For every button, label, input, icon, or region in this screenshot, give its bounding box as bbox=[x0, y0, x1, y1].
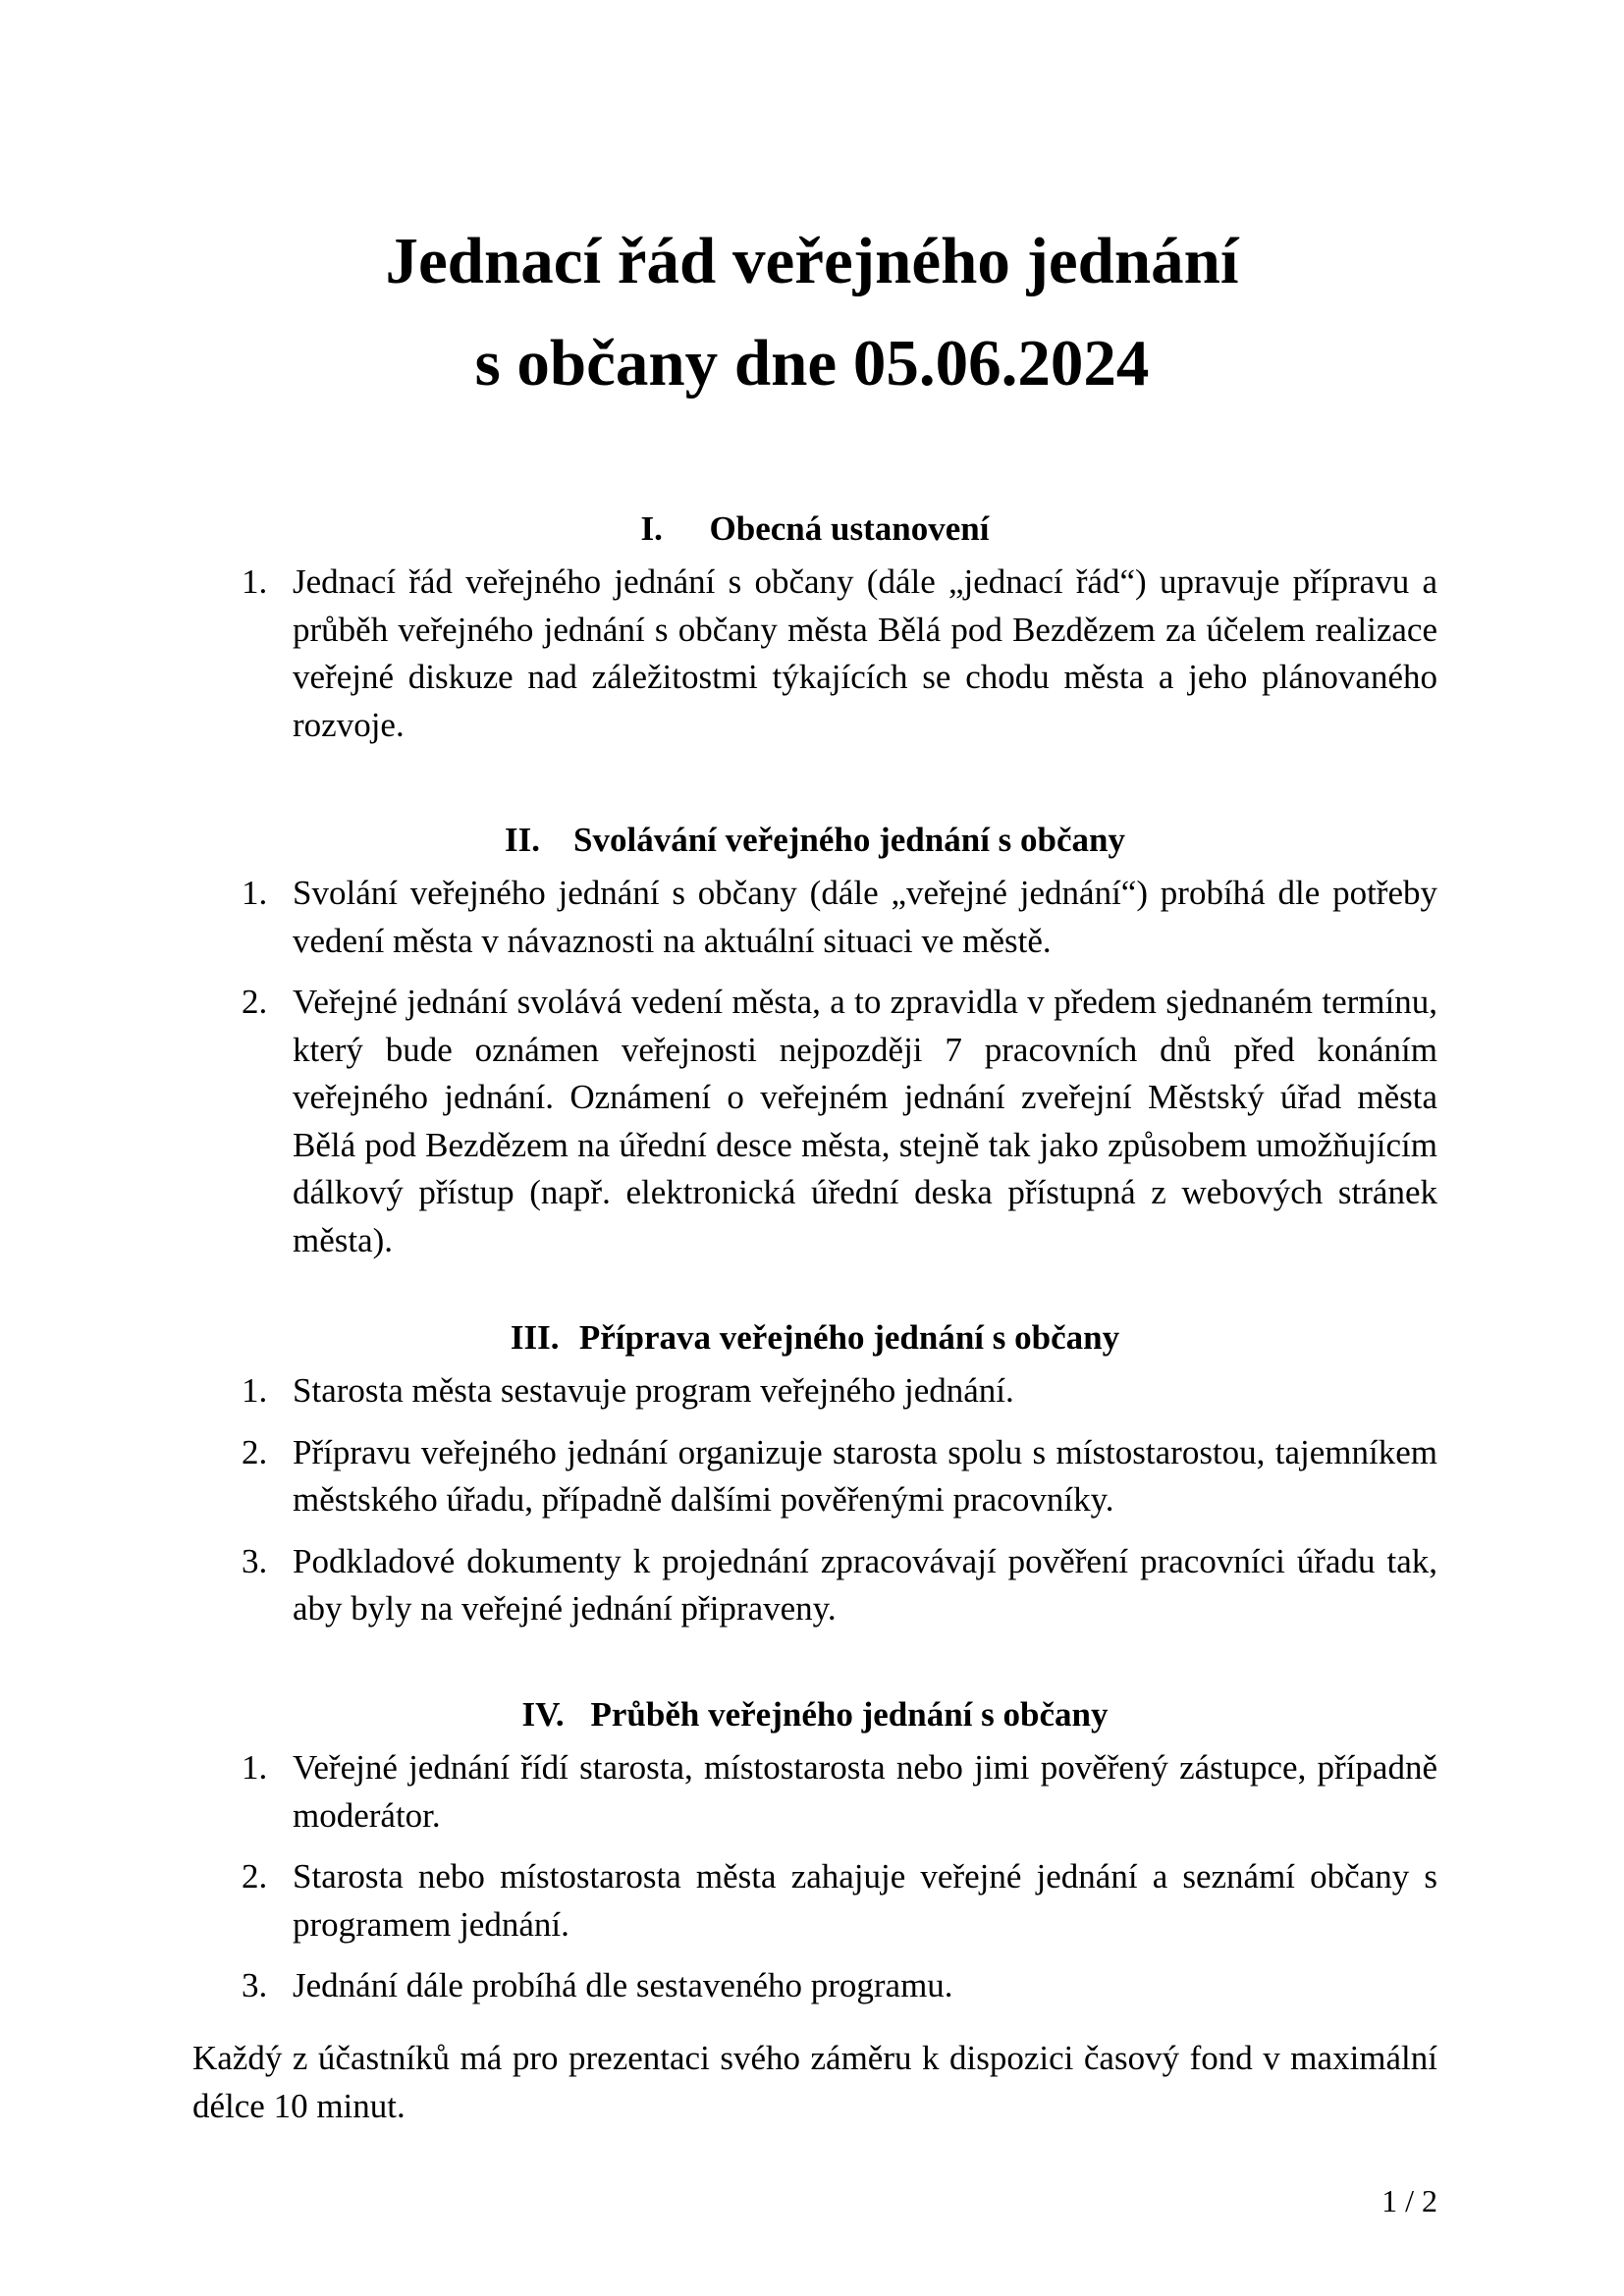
list-item bbox=[192, 1962, 1437, 2010]
item-number: 1. bbox=[242, 874, 268, 912]
section-heading bbox=[192, 1693, 1437, 1736]
item-number: 1. bbox=[242, 562, 268, 601]
section-4 bbox=[192, 1693, 1437, 2010]
item-text: Starosta nebo místostarosta města zahajuje veřejné jednání a seznámí občany s programem jednání. bbox=[293, 1857, 1437, 1944]
list-item bbox=[192, 1367, 1437, 1415]
list-item bbox=[192, 559, 1437, 749]
document-title bbox=[196, 210, 1428, 414]
section-number: I. bbox=[640, 509, 663, 548]
page-number: 1 / 2 bbox=[1381, 2183, 1437, 2218]
title-line-1: Jednací řád veřejného jednání bbox=[385, 225, 1239, 297]
list-item bbox=[192, 1853, 1437, 1949]
list-item bbox=[192, 1429, 1437, 1524]
section-items bbox=[192, 1744, 1437, 2010]
section-title: Průběh veřejného jednání s občany bbox=[590, 1695, 1109, 1734]
section-title: Obecná ustanovení bbox=[709, 509, 990, 548]
item-number: 2. bbox=[242, 1857, 268, 1896]
item-text: Svolání veřejného jednání s občany (dále „veřejné jednání“) probíhá dle potřeby vedení města v návaznosti na aktuální situaci ve městě. bbox=[293, 874, 1437, 960]
section-heading bbox=[192, 507, 1437, 551]
item-number: 3. bbox=[242, 1966, 268, 2004]
section-title: Svolávání veřejného jednání s občany bbox=[573, 821, 1125, 859]
section-number: III. bbox=[510, 1318, 560, 1357]
closing-paragraph: Každý z účastníků má pro prezentaci svého záměru k dispozici časový fond v maximální délce 10 minut. bbox=[192, 2039, 1437, 2125]
item-text: Veřejné jednání svolává vedení města, a to zpravidla v předem sjednaném termínu, který bude oznámen veřejnosti nejpozději 7 pracovních dnů před konáním veřejného jednání. Oznámení o veřejném jednání zveřejní Městský úřad města Bělá pod Bezdězem na úřední desce města, stejně tak jako způsobem umožňujícím dálkový přístup (např. elektronická úřední deska přístupná z webových stránek města). bbox=[293, 983, 1437, 1259]
item-text: Jednání dále probíhá dle sestaveného programu. bbox=[293, 1966, 953, 2004]
item-number: 3. bbox=[242, 1541, 268, 1580]
item-number: 2. bbox=[242, 983, 268, 1021]
title-line-2: s občany dne 05.06.2024 bbox=[474, 327, 1150, 400]
list-item bbox=[192, 1744, 1437, 1840]
item-text: Jednací řád veřejného jednání s občany (dále „jednací řád“) upravuje přípravu a průběh veřejného jednání s občany města Bělá pod Bezdězem za účelem realizace veřejné diskuze nad záležitostmi týkajících se chodu města a jeho plánovaného rozvoje. bbox=[293, 562, 1437, 744]
section-number: IV. bbox=[521, 1695, 565, 1734]
list-item bbox=[192, 979, 1437, 1264]
section-3 bbox=[192, 1316, 1437, 1633]
section-items bbox=[192, 1367, 1437, 1633]
list-item bbox=[192, 870, 1437, 965]
section-title: Příprava veřejného jednání s občany bbox=[578, 1318, 1120, 1357]
section-1 bbox=[192, 507, 1437, 749]
section-number: II. bbox=[505, 821, 540, 859]
item-text: Podkladové dokumenty k projednání zpracovávají pověření pracovníci úřadu tak, aby byly na veřejné jednání připraveny. bbox=[293, 1541, 1437, 1628]
item-text: Starosta města sestavuje program veřejného jednání. bbox=[293, 1371, 1014, 1410]
item-number: 1. bbox=[242, 1371, 268, 1410]
item-text: Přípravu veřejného jednání organizuje starosta spolu s místostarostou, tajemníkem městského úřadu, případně dalšími pověřenými pracovníky. bbox=[293, 1432, 1437, 1519]
section-heading bbox=[192, 1316, 1437, 1360]
section-heading bbox=[192, 819, 1437, 862]
section-items bbox=[192, 559, 1437, 749]
item-number: 2. bbox=[242, 1432, 268, 1471]
section-2 bbox=[192, 819, 1437, 1264]
item-text: Veřejné jednání řídí starosta, místostarosta nebo jimi pověřený zástupce, případně moderátor. bbox=[293, 1748, 1437, 1835]
section-items bbox=[192, 870, 1437, 1264]
item-number: 1. bbox=[242, 1748, 268, 1787]
list-item bbox=[192, 1538, 1437, 1633]
